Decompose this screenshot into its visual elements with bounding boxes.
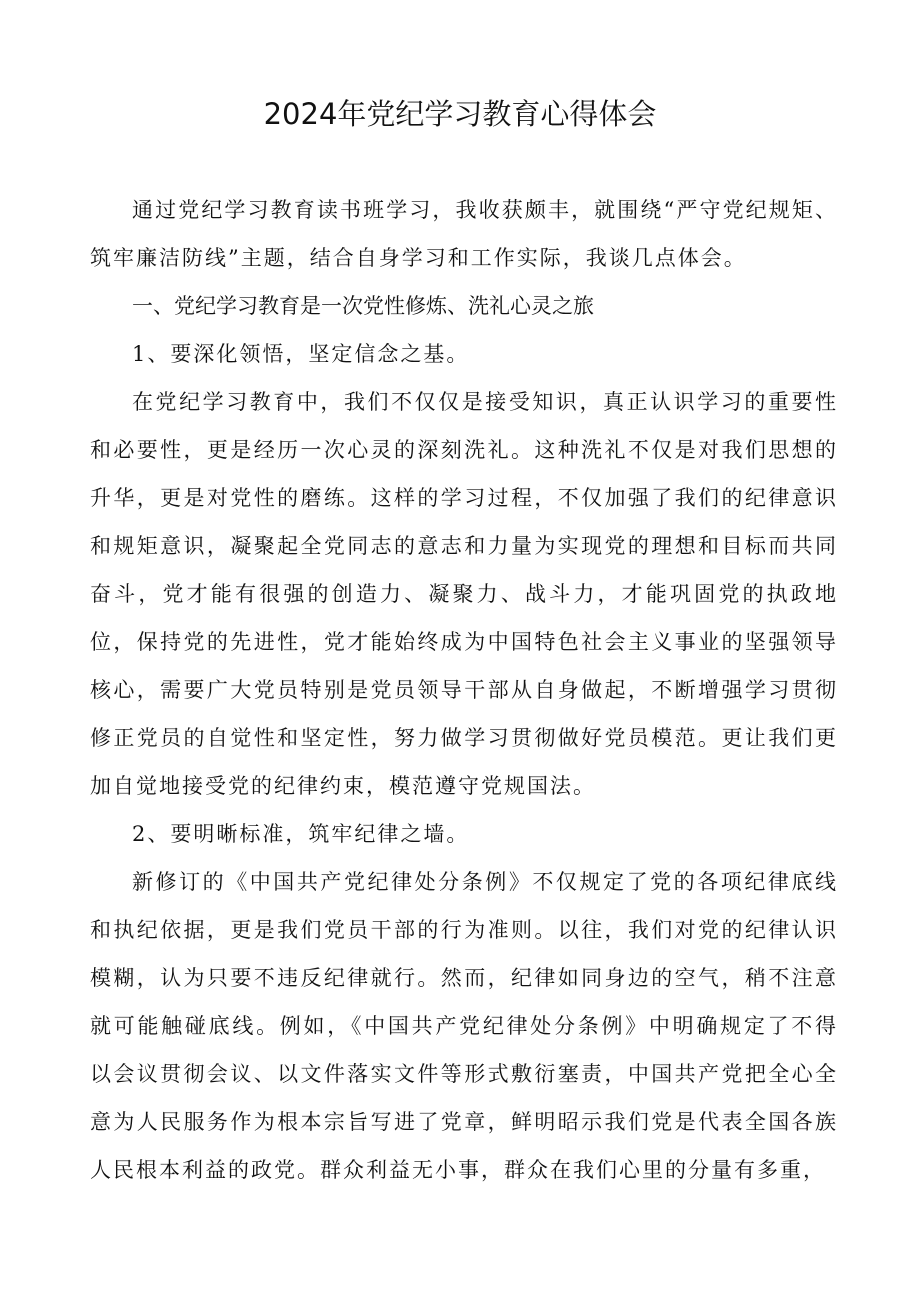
body-paragraph-1: 在党纪学习教育中，我们不仅仅是接受知识，真正认识学习的重要性和必要性，更是经历一次心灵的深刻洗礼。这种洗礼不仅是对我们思想的升华，更是对党性的磨练。这样的学习过程，不仅加强了我们的纪律意识和规矩意识，凝聚起全党同志的意志和力量为实现党的理想和目标而共同奋斗，党才能有很强的创造力、凝聚力、战斗力，才能巩固党的执政地位，保持党的先进性，党才能始终成为中国特色社会主义事业的坚强领导核心，需要广大党员特别是党员领导干部从自身做起，不断增强学习贯彻修正党员的自觉性和坚定性，努力做学习贯彻做好党员模范。更让我们更加自觉地接受党的纪律约束，模范遵守党规国法。 <box>90 390 838 798</box>
subheading-2: 2、要明晰标准，筑牢纪律之墙。 <box>132 822 470 846</box>
section-heading-1: 一、党纪学习教育是一次党性修炼、洗礼心灵之旅 <box>132 294 594 318</box>
body-paragraph-2: 新修订的《中国共产党纪律处分条例》不仅规定了党的各项纪律底线和执纪依据，更是我们党员干部的行为准则。以往，我们对党的纪律认识模糊，认为只要不违反纪律就行。然而，纪律如同身边的空气，稍不注意就可能触碰底线。例如，《中国共产党纪律处分条例》中明确规定了不得以会议贯彻会议、以文件落实文件等形式敷衍塞责，中国共产党把全心全意为人民服务作为根本宗旨写进了党章，鲜明昭示我们党是代表全国各族人民根本利益的政党。群众利益无小事，群众在我们心里的分量有多重， <box>90 870 838 1182</box>
subheading-1: 1、要深化领悟，坚定信念之基。 <box>132 342 470 366</box>
document-body <box>90 186 838 1194</box>
intro-paragraph: 通过党纪学习教育读书班学习，我收获颇丰，就围绕“严守党纪规矩、筑牢廉洁防线”主题，结合自身学习和工作实际，我谈几点体会。 <box>90 198 838 270</box>
document-title: 2024年党纪学习教育心得体会 <box>263 97 657 131</box>
